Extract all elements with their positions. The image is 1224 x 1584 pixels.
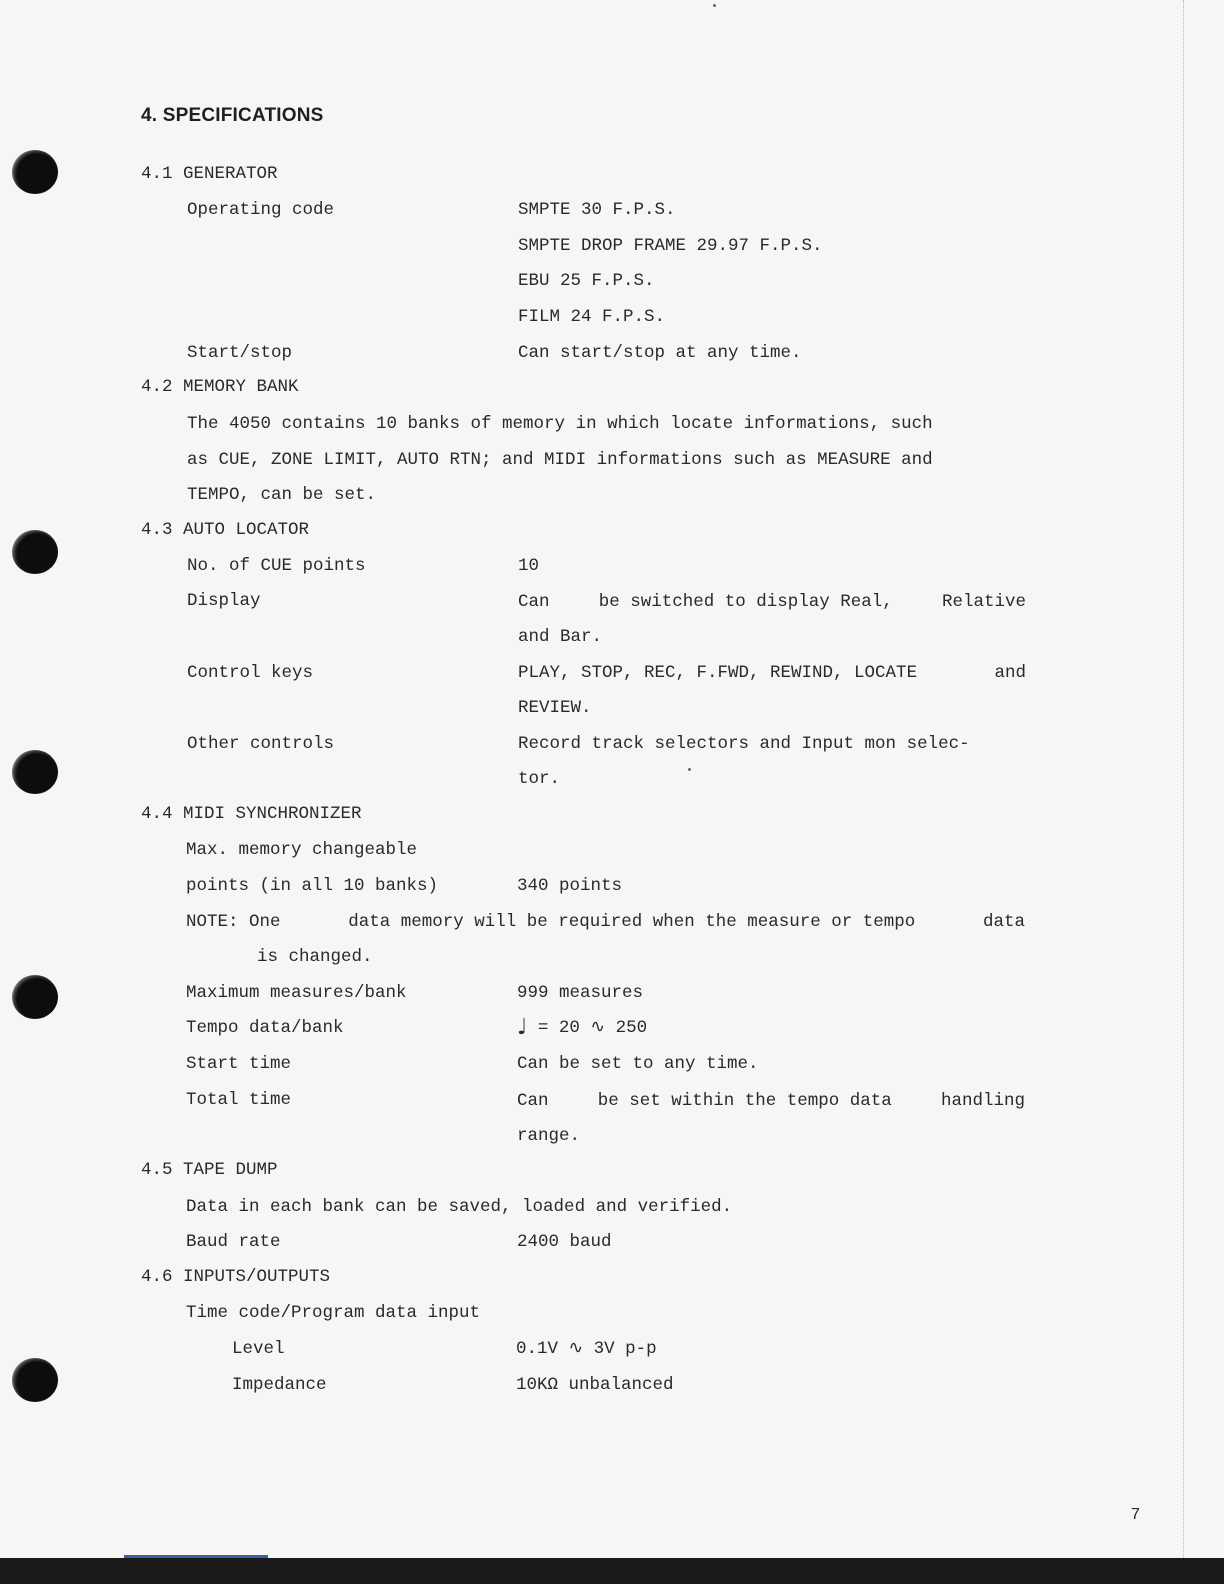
impedance-value: 10KΩ unbalanced — [516, 1375, 674, 1395]
other-controls-value-line: tor. — [518, 769, 561, 789]
total-time-label: Total time — [186, 1090, 292, 1110]
baud-rate-value: 2400 baud — [517, 1232, 612, 1252]
cue-points-label: No. of CUE points — [187, 556, 366, 576]
start-time-label: Start time — [186, 1054, 292, 1074]
tempo-label: Tempo data/bank — [186, 1018, 344, 1038]
max-memory-label: Max. memory changeable — [186, 840, 418, 860]
total-time-value-line — [517, 1090, 1025, 1112]
operating-code-label: Operating code — [187, 200, 335, 220]
control-keys-value-line: REVIEW. — [518, 698, 592, 718]
baud-rate-label: Baud rate — [186, 1232, 281, 1252]
text-segment: and — [994, 663, 1026, 683]
start-stop-label: Start/stop — [187, 343, 293, 363]
note-line: is changed. — [257, 947, 373, 967]
binder-hole — [12, 1358, 58, 1402]
display-value-line: and Bar. — [518, 627, 603, 647]
text-segment: data — [982, 912, 1025, 932]
control-keys-value-line — [518, 662, 1026, 684]
section-4-2-title: 4.2 MEMORY BANK — [141, 377, 299, 397]
operating-code-value: EBU 25 F.P.S. — [518, 271, 655, 291]
text-segment: be set within the tempo data — [597, 1091, 892, 1111]
total-time-value-line: range. — [517, 1126, 581, 1146]
text-segment: Can — [517, 1091, 549, 1111]
binder-hole — [12, 750, 58, 794]
level-value: 0.1V ∿ 3V p-p — [516, 1339, 657, 1359]
section-4-1-title: 4.1 GENERATOR — [141, 164, 278, 184]
text-segment: data memory will be required when the measure or tempo — [348, 912, 916, 932]
text-segment: NOTE: One — [186, 912, 281, 932]
binder-hole — [12, 530, 58, 574]
operating-code-value: SMPTE DROP FRAME 29.97 F.P.S. — [518, 236, 823, 256]
scan-speck — [688, 768, 691, 771]
control-keys-label: Control keys — [187, 663, 314, 683]
other-controls-label: Other controls — [187, 734, 335, 754]
page-title: 4. SPECIFICATIONS — [141, 105, 324, 126]
start-stop-value: Can start/stop at any time. — [518, 343, 802, 363]
scan-bottom-band — [0, 1558, 1224, 1584]
level-label: Level — [232, 1339, 285, 1359]
text-segment: Relative — [941, 592, 1026, 612]
operating-code-value: FILM 24 F.P.S. — [518, 307, 666, 327]
page-edge — [1181, 0, 1184, 1560]
memory-bank-paragraph-line: as CUE, ZONE LIMIT, AUTO RTN; and MIDI informations such as MEASURE and — [187, 450, 933, 470]
binder-hole — [12, 150, 58, 194]
section-4-5-title: 4.5 TAPE DUMP — [141, 1160, 278, 1180]
scan-speck — [713, 4, 716, 7]
max-memory-label: points (in all 10 banks) — [186, 876, 439, 896]
memory-bank-paragraph-line — [187, 413, 1026, 435]
section-4-3-title: 4.3 AUTO LOCATOR — [141, 520, 310, 540]
text-segment: handling — [940, 1091, 1025, 1111]
impedance-label: Impedance — [232, 1375, 327, 1395]
binder-hole — [12, 975, 58, 1019]
max-memory-value: 340 points — [517, 876, 623, 896]
text-segment: PLAY, STOP, REC, F.FWD, REWIND, LOCATE — [518, 663, 918, 683]
note-line — [186, 911, 1025, 933]
display-label: Display — [187, 591, 261, 611]
time-code-input-label: Time code/Program data input — [186, 1303, 481, 1323]
operating-code-value: SMPTE 30 F.P.S. — [518, 200, 676, 220]
start-time-value: Can be set to any time. — [517, 1054, 759, 1074]
other-controls-value-line: Record track selectors and Input mon selec- — [518, 734, 970, 754]
tempo-value-line — [517, 1017, 647, 1039]
cue-points-value: 10 — [518, 556, 540, 576]
section-4-4-title: 4.4 MIDI SYNCHRONIZER — [141, 804, 362, 824]
tape-dump-paragraph: Data in each bank can be saved, loaded and verified. — [186, 1197, 733, 1217]
text-segment: Can — [518, 592, 550, 612]
text-segment: be switched to display Real, — [598, 592, 893, 612]
tempo-value: = 20 ∿ 250 — [537, 1018, 648, 1038]
max-measures-label: Maximum measures/bank — [186, 983, 407, 1003]
section-4-6-title: 4.6 INPUTS/OUTPUTS — [141, 1267, 331, 1287]
paragraph-text: The 4050 contains 10 banks of memory in which locate informations, such — [187, 414, 933, 434]
page-number: 7 — [1131, 1506, 1140, 1523]
quarter-note-icon: ♩ — [517, 1015, 528, 1040]
display-value-line — [518, 591, 1026, 613]
max-measures-value: 999 measures — [517, 983, 644, 1003]
memory-bank-paragraph-line: TEMPO, can be set. — [187, 485, 377, 505]
